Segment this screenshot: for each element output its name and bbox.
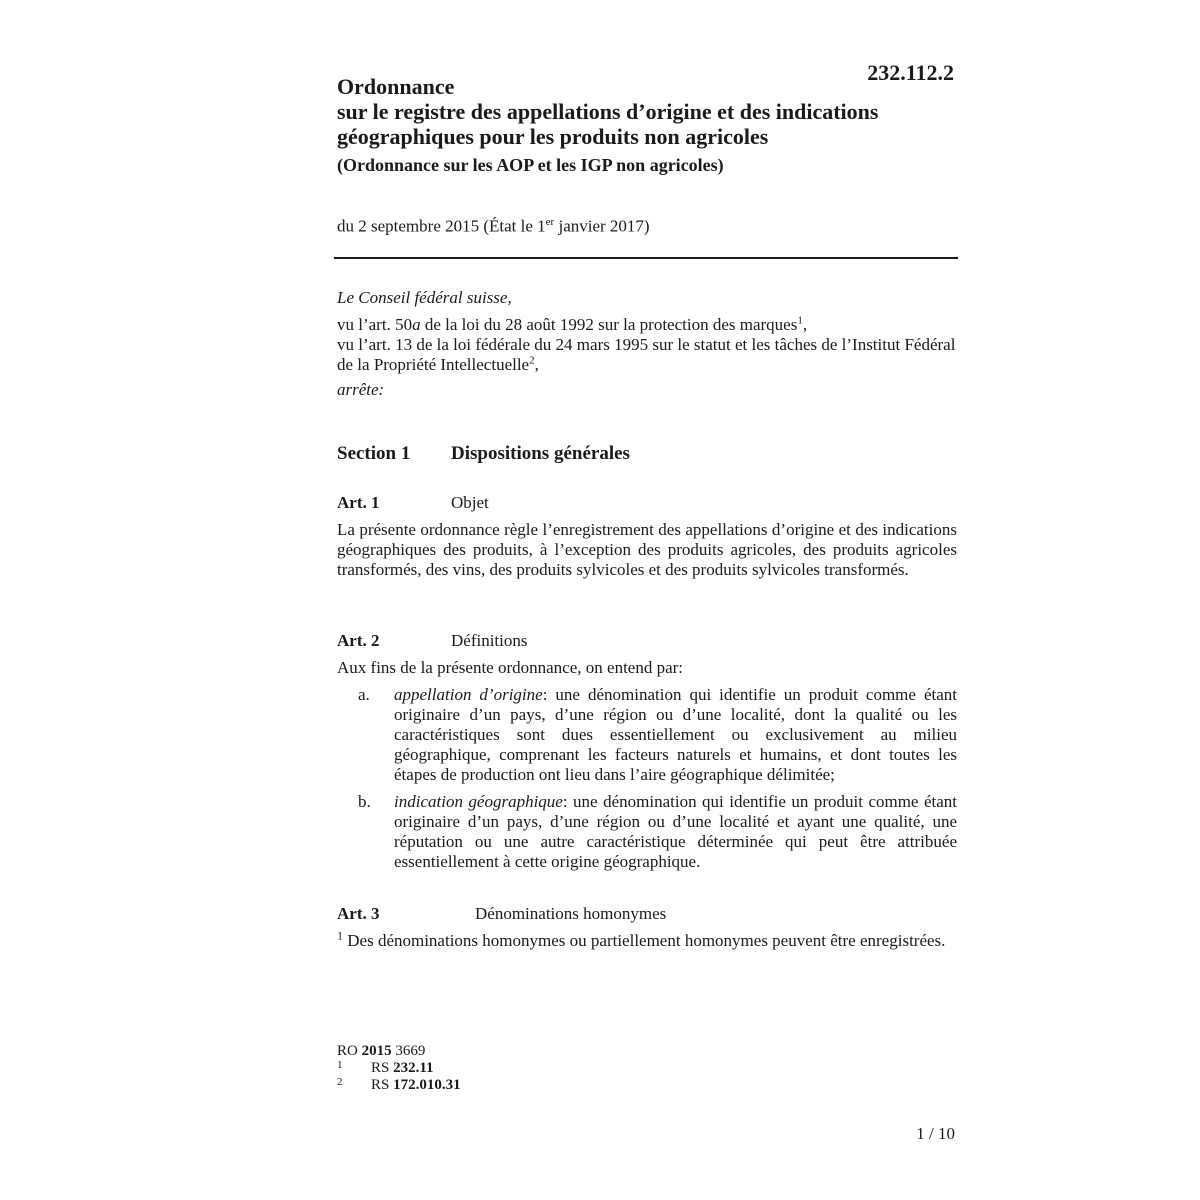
article-2 [337, 630, 957, 872]
article-title: Objet [451, 493, 489, 512]
preamble-basis-2 [337, 335, 957, 375]
document-title: Ordonnance [337, 74, 455, 99]
paragraph-number: 1 [337, 928, 343, 943]
footnote-1 [337, 1060, 461, 1077]
article-3 [337, 903, 957, 951]
footnote-prefix: RS [371, 1060, 394, 1076]
basis-1-end: , [802, 315, 808, 334]
preamble-basis-1 [337, 315, 957, 335]
article-number: Art. 3 [337, 904, 380, 923]
definition-item [337, 685, 957, 785]
ro-year: 2015 [361, 1043, 392, 1059]
definition-text: : une dénomination qui identifie un produit comme étant originaire d’un pays, d’une région ou d’une localité, dont la qualité ou les caractéristiques sont dues essentiellement ou exclusivement au milieu géographique, comprenant les facteurs naturels et humains, et dont toutes les étapes de production ont lieu dans l’aire géographique délimitée; [394, 685, 957, 784]
basis-1-italic: a [412, 315, 421, 334]
article-intro: Aux fins de la présente ordonnance, on entend par: [337, 658, 684, 677]
article-heading [337, 903, 957, 925]
date-suffix: janvier 2017) [554, 216, 650, 236]
basis-2-text: vu l’art. 13 de la loi fédérale du 24 mars 1995 sur le statut et les tâches de l’Institut Fédéral de la Propriété Intellectuelle [337, 335, 956, 374]
footnote-ref-1[interactable]: 1 [797, 314, 803, 327]
article-heading [337, 630, 957, 652]
footnote-2 [337, 1077, 461, 1094]
definition-text: : une dénomination qui identifie un produit comme étant originaire d’un pays, d’une région ou d’une localité et ayant une qualité, une réputation ou une autre caractéristique déterminée qui peut être attribuée essentiellement à cette origine géographique. [394, 792, 957, 871]
date-superscript: er [545, 216, 555, 228]
ro-page: 3669 [391, 1043, 426, 1059]
page-number: 1 / 10 [916, 1124, 955, 1143]
definition-term: indication géographique [394, 792, 563, 811]
item-marker: a. [358, 685, 370, 704]
article-number: Art. 2 [337, 631, 380, 650]
footnote-reference: 172.010.31 [393, 1077, 461, 1093]
title-block [337, 74, 957, 177]
title-divider [334, 257, 958, 259]
section-label: Section 1 [337, 443, 411, 464]
definition-term: appellation d’origine [394, 685, 543, 704]
document-short-title: (Ordonnance sur les AOP et les IGP non agricoles) [337, 155, 724, 175]
ro-reference [337, 1043, 461, 1060]
article-text [337, 928, 957, 951]
footnote-prefix: RS [371, 1077, 394, 1093]
preamble-council: Le Conseil fédéral suisse, [337, 288, 512, 307]
ro-prefix: RO [337, 1043, 362, 1059]
basis-1-text-b: de la loi du 28 août 1992 sur la protection des marques [420, 315, 798, 334]
preamble-arrete: arrête: [337, 380, 385, 399]
article-heading [337, 492, 957, 514]
footnotes [337, 1043, 461, 1094]
article-1 [337, 492, 957, 580]
document-date [337, 216, 650, 237]
article-title: Définitions [451, 631, 528, 650]
footnote-ref-2[interactable]: 2 [529, 354, 535, 367]
basis-1-text-a: vu l’art. 50 [337, 315, 413, 334]
date-prefix: du 2 septembre 2015 (État le 1 [337, 216, 546, 236]
article-title: Dénominations homonymes [475, 904, 667, 923]
paragraph-text: Des dénominations homonymes ou partiellement homonymes peuvent être enregistrées. [343, 931, 946, 950]
document-subtitle: sur le registre des appellations d’origine et des indications géographiques pour les produits non agricoles [337, 99, 879, 149]
footnote-reference: 232.11 [393, 1060, 434, 1076]
definition-item [337, 792, 957, 872]
article-text: La présente ordonnance règle l’enregistrement des appellations d’origine et des indications géographiques des produits, à l’exception des produits agricoles, des produits agricoles transformés, des vins, des produits sylvicoles et des produits sylvicoles transformés. [337, 520, 957, 579]
article-number: Art. 1 [337, 493, 380, 512]
item-marker: b. [358, 792, 371, 811]
section-title: Dispositions générales [451, 443, 630, 464]
footnote-number: 2 [337, 1076, 343, 1088]
basis-2-end: , [534, 355, 539, 374]
section-heading [337, 443, 630, 465]
sr-number: 232.112.2 [867, 60, 954, 85]
footnote-number: 1 [337, 1059, 343, 1071]
preamble [337, 288, 957, 400]
